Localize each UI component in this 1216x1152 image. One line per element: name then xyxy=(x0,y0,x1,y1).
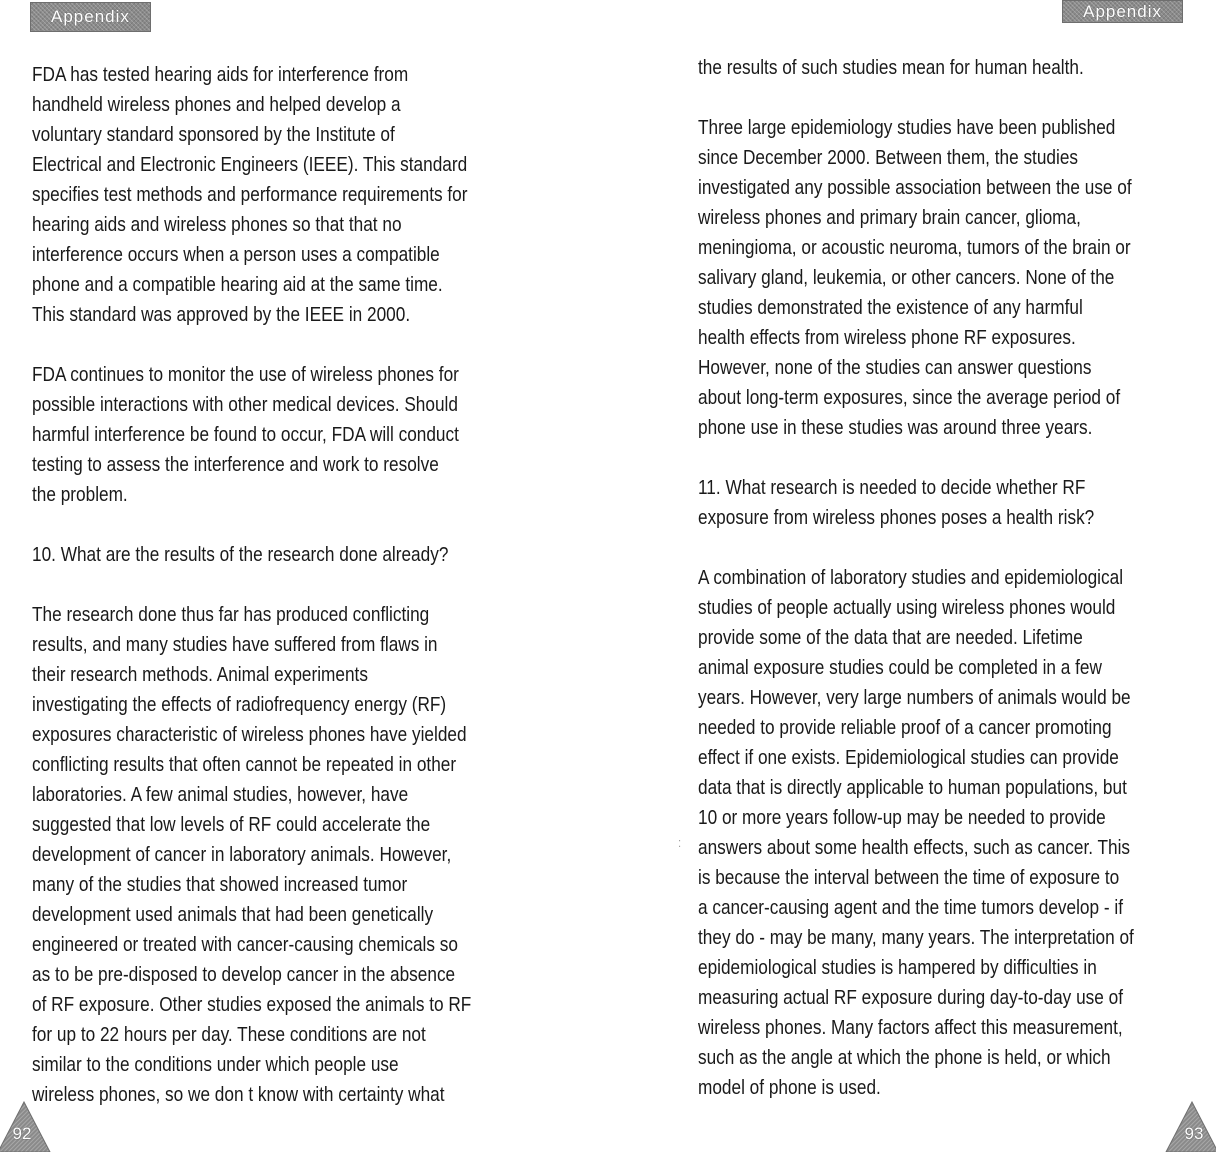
right-section-header: Appendix xyxy=(1062,0,1183,23)
right-paragraph-continuation: the results of such studies mean for human health. xyxy=(698,56,1084,79)
left-page-number: 92 xyxy=(12,1124,32,1143)
left-paragraph-research: The research done thus far has produced conflicting results, and many studies have suffered from flaws in their research methods. Animal experiments investigating the effects of radiofrequency energy (RF) exposures characteristic of wireless phones have yielded conflicting results that often cannot be repeated in other laboratories. A few animal studies, however, have suggested that low levels of RF could accelerate the development of cancer in laboratory animals. However, many of the studies that showed increased tumor development used animals that had been genetically engineered or treated with cancer-causing chemicals so as to be pre-disposed to develop cancer in the absence of RF exposure. Other studies exposed the animals to RF for up to 22 hours per day. These conditions are not similar to the conditions under which people use wireless phones, so we don t know with certainty what xyxy=(32,603,472,1106)
right-paragraph-epidemiology: Three large epidemiology studies have been published since December 2000. Between them, the studies investigated any possible association between the use of wireless phones and primary brain cancer, glioma, meningioma, or acoustic neuroma, tumors of the brain or salivary gland, leukemia, or other cancers. None of the studies demonstrated the existence of any harmful health effects from wireless phone RF exposures. However, none of the studies can answer questions about long-term exposures, since the average period of phone use in these studies was around three years. xyxy=(698,116,1132,439)
left-paragraph-monitoring: FDA continues to monitor the use of wireless phones for possible interactions with other medical devices. Should harmful interference be found to occur, FDA will conduct testing to assess the interference and work to resolve the problem. xyxy=(32,363,459,506)
left-page-body xyxy=(32,60,553,1110)
right-paragraph-combination: A combination of laboratory studies and epidemiological studies of people actually using wireless phones would provide some of the data that are needed. Lifetime animal exposure studies could be completed in a few years. However, very large numbers of animals would be needed to provide reliable proof of a cancer promoting effect if one exists. Epidemiological studies can provide data that is directly applicable to human populations, but 10 or more years follow-up may be needed to provide answers about some health effects, such as cancer. This is because the interval between the time of exposure to a cancer-causing agent and the time tumors develop - if they do - may be many, many years. The interpretation of epidemiological studies is hampered by difficulties in measuring actual RF exposure during day-to-day use of wireless phones. Many factors affect this measurement, such as the angle at which the phone is held, or which model of phone is used. xyxy=(698,566,1134,1099)
right-page xyxy=(608,0,1216,1152)
scan-artifact: ⁚ xyxy=(678,839,682,850)
left-paragraph-hearing-aids: FDA has tested hearing aids for interference from handheld wireless phones and helped develop a voluntary standard sponsored by the Institute of Electrical and Electronic Engineers (IEEE). This standard specifies test methods and performance requirements for hearing aids and wireless phones so that that no interference occurs when a person uses a compatible phone and a compatible hearing aid at the same time. This standard was approved by the IEEE in 2000. xyxy=(32,63,468,326)
left-page-number-badge xyxy=(0,1100,60,1152)
left-section-header: Appendix xyxy=(30,2,151,32)
right-question-11: 11. What research is needed to decide whether RF exposure from wireless phones poses a health risk? xyxy=(698,476,1095,529)
right-page-body xyxy=(698,53,1216,1103)
left-question-10: 10. What are the results of the research done already? xyxy=(32,543,449,566)
right-page-number-badge xyxy=(1156,1100,1216,1152)
right-page-number: 93 xyxy=(1184,1124,1204,1143)
